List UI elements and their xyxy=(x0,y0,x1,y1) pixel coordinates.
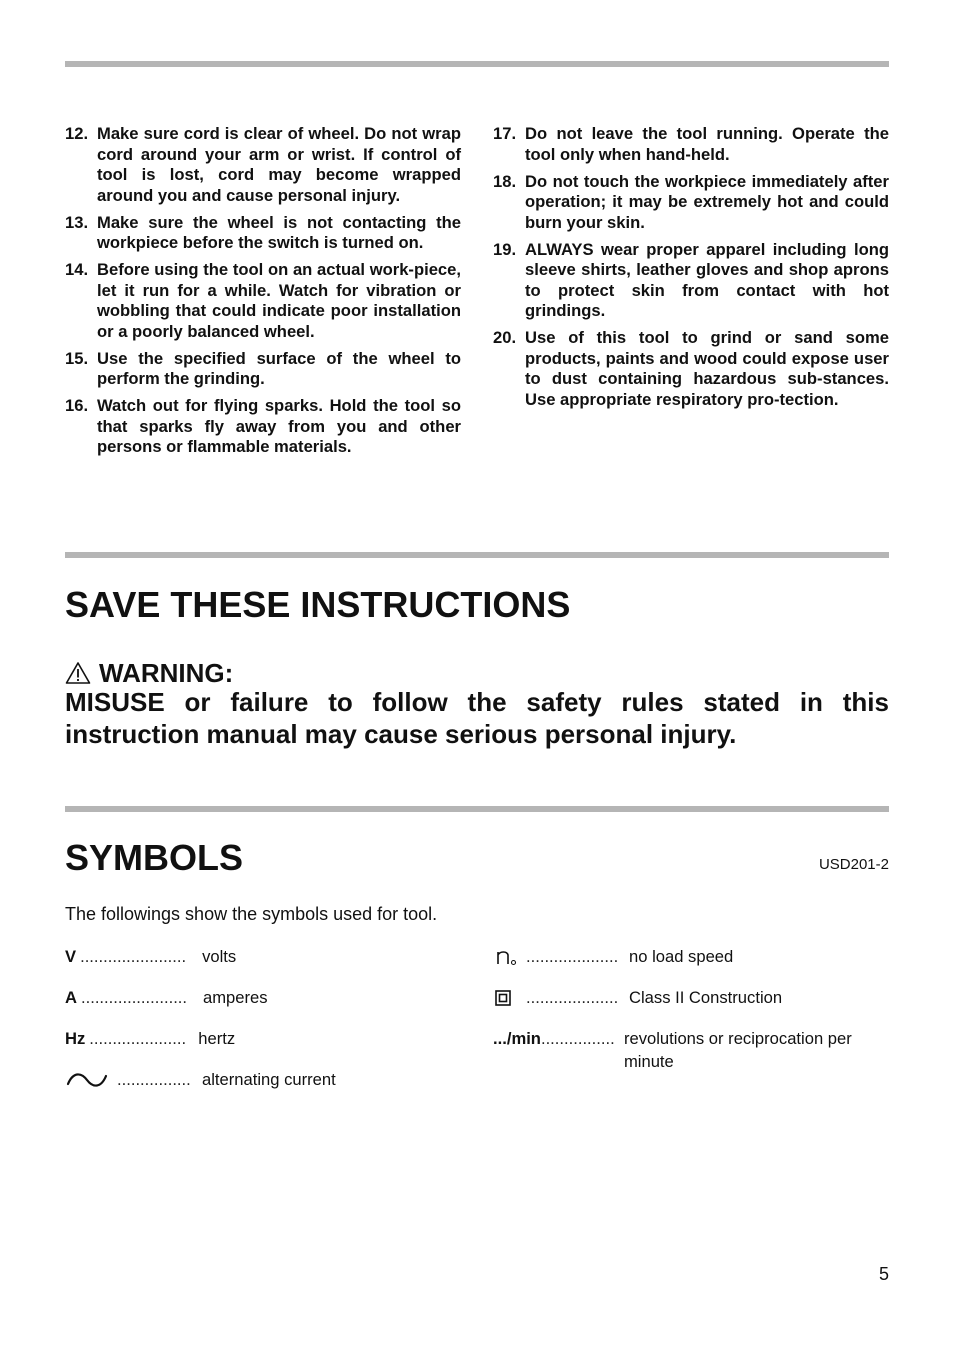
item-text: Before using the tool on an actual work-piece, let it run for a while. Watch for vibration or wobbling that could indicate poor installation or a poorly balanced wheel. xyxy=(97,260,461,341)
symbol-definition: no load speed xyxy=(629,947,734,966)
item-number: 18. xyxy=(493,171,517,191)
instruction-item xyxy=(65,260,461,342)
instruction-item xyxy=(65,213,461,254)
instruction-item xyxy=(493,328,889,410)
item-text: Use of this tool to grind or sand some products, paints and wood could expose user to dust containing hazardous sub-stances. Use appropriate respiratory pro-tection. xyxy=(525,328,889,409)
page-number: 5 xyxy=(878,1264,889,1284)
symbol: A xyxy=(65,988,77,1007)
item-text: Make sure cord is clear of wheel. Do not wrap cord around your arm or wrist. If control of tool is lost, cord may become wrapped around you and cause personal injury. xyxy=(97,124,461,205)
symbol-definition: volts xyxy=(202,947,237,966)
instruction-item xyxy=(493,240,889,322)
item-number: 13. xyxy=(65,212,89,232)
leader-dots: ..................... xyxy=(89,1029,187,1048)
item-text: Make sure the wheel is not contacting the workpiece before the switch is turned on. xyxy=(97,212,461,252)
warning-title xyxy=(65,657,233,689)
class-ii-construction-icon xyxy=(493,986,523,1009)
symbol-row-alternating-current xyxy=(65,1068,461,1091)
item-number: 17. xyxy=(493,124,517,143)
instruction-item xyxy=(65,396,461,458)
warning-body: MISUSE or failure to follow the safety rules stated in this instruction manual may cause serious personal injury. xyxy=(65,687,889,749)
leader-dots: ....................... xyxy=(80,988,188,1007)
instruction-item xyxy=(65,124,461,206)
item-number: 15. xyxy=(65,348,89,368)
instruction-item xyxy=(65,349,461,390)
item-text: ALWAYS wear proper apparel including long sleeve shirts, leather gloves and shop aprons to protect skin from contact with hot grindings. xyxy=(525,239,889,320)
symbol-row-no-load-speed xyxy=(493,945,889,973)
symbol: Hz xyxy=(65,1029,86,1048)
symbols-document-code: USD201-2 xyxy=(818,856,889,873)
top-rule xyxy=(65,61,889,67)
instructions-right-column xyxy=(493,124,889,417)
symbol-row-volts xyxy=(65,945,461,968)
leader-dots: .................... xyxy=(526,947,619,966)
item-text: Watch out for flying sparks. Hold the tool so that sparks fly away from you and other persons or flammable materials. xyxy=(97,396,461,456)
symbol-definition: alternating current xyxy=(202,1070,336,1089)
leader-dots: ................ xyxy=(540,1029,615,1048)
warning-triangle-icon xyxy=(65,661,91,685)
save-instructions-heading: SAVE THESE INSTRUCTIONS xyxy=(65,584,571,625)
symbols-intro: The followings show the symbols used for tool. xyxy=(65,904,438,924)
symbol-row-class-ii xyxy=(493,986,889,1009)
symbol: V xyxy=(65,947,77,966)
symbol-row-per-minute xyxy=(493,1027,889,1073)
item-number: 12. xyxy=(65,124,89,143)
symbol: .../min xyxy=(493,1029,541,1048)
symbol-definition: hertz xyxy=(198,1029,236,1048)
section-rule-save xyxy=(65,552,889,558)
item-text: Do not leave the tool running. Operate the tool only when hand-held. xyxy=(525,124,889,164)
alternating-current-icon xyxy=(65,1068,113,1091)
section-rule-symbols xyxy=(65,806,889,812)
symbol-definition: amperes xyxy=(202,988,268,1007)
instructions-left-column xyxy=(65,124,461,464)
leader-dots: .................... xyxy=(526,988,619,1007)
instruction-item xyxy=(493,124,889,165)
item-text: Use the specified surface of the wheel to perform the grinding. xyxy=(97,348,461,388)
symbol-definition: Class II Construction xyxy=(629,988,783,1007)
warning-title-text: WARNING: xyxy=(99,658,234,688)
item-number: 16. xyxy=(65,396,89,415)
item-number: 14. xyxy=(65,260,89,279)
symbol-row-amperes xyxy=(65,986,461,1009)
item-number: 19. xyxy=(493,239,517,259)
leader-dots: ....................... xyxy=(80,947,187,966)
item-number: 20. xyxy=(493,328,517,347)
symbols-heading: SYMBOLS xyxy=(65,837,244,878)
instruction-item xyxy=(493,172,889,234)
leader-dots: ................ xyxy=(117,1070,191,1089)
symbol-row-hertz xyxy=(65,1027,461,1050)
symbol-definition: revolutions or reciprocation per minute xyxy=(623,1029,852,1071)
item-text: Do not touch the workpiece immediately after operation; it may be extremely hot and could burn your skin. xyxy=(525,171,889,232)
no-load-speed-icon xyxy=(493,945,523,973)
